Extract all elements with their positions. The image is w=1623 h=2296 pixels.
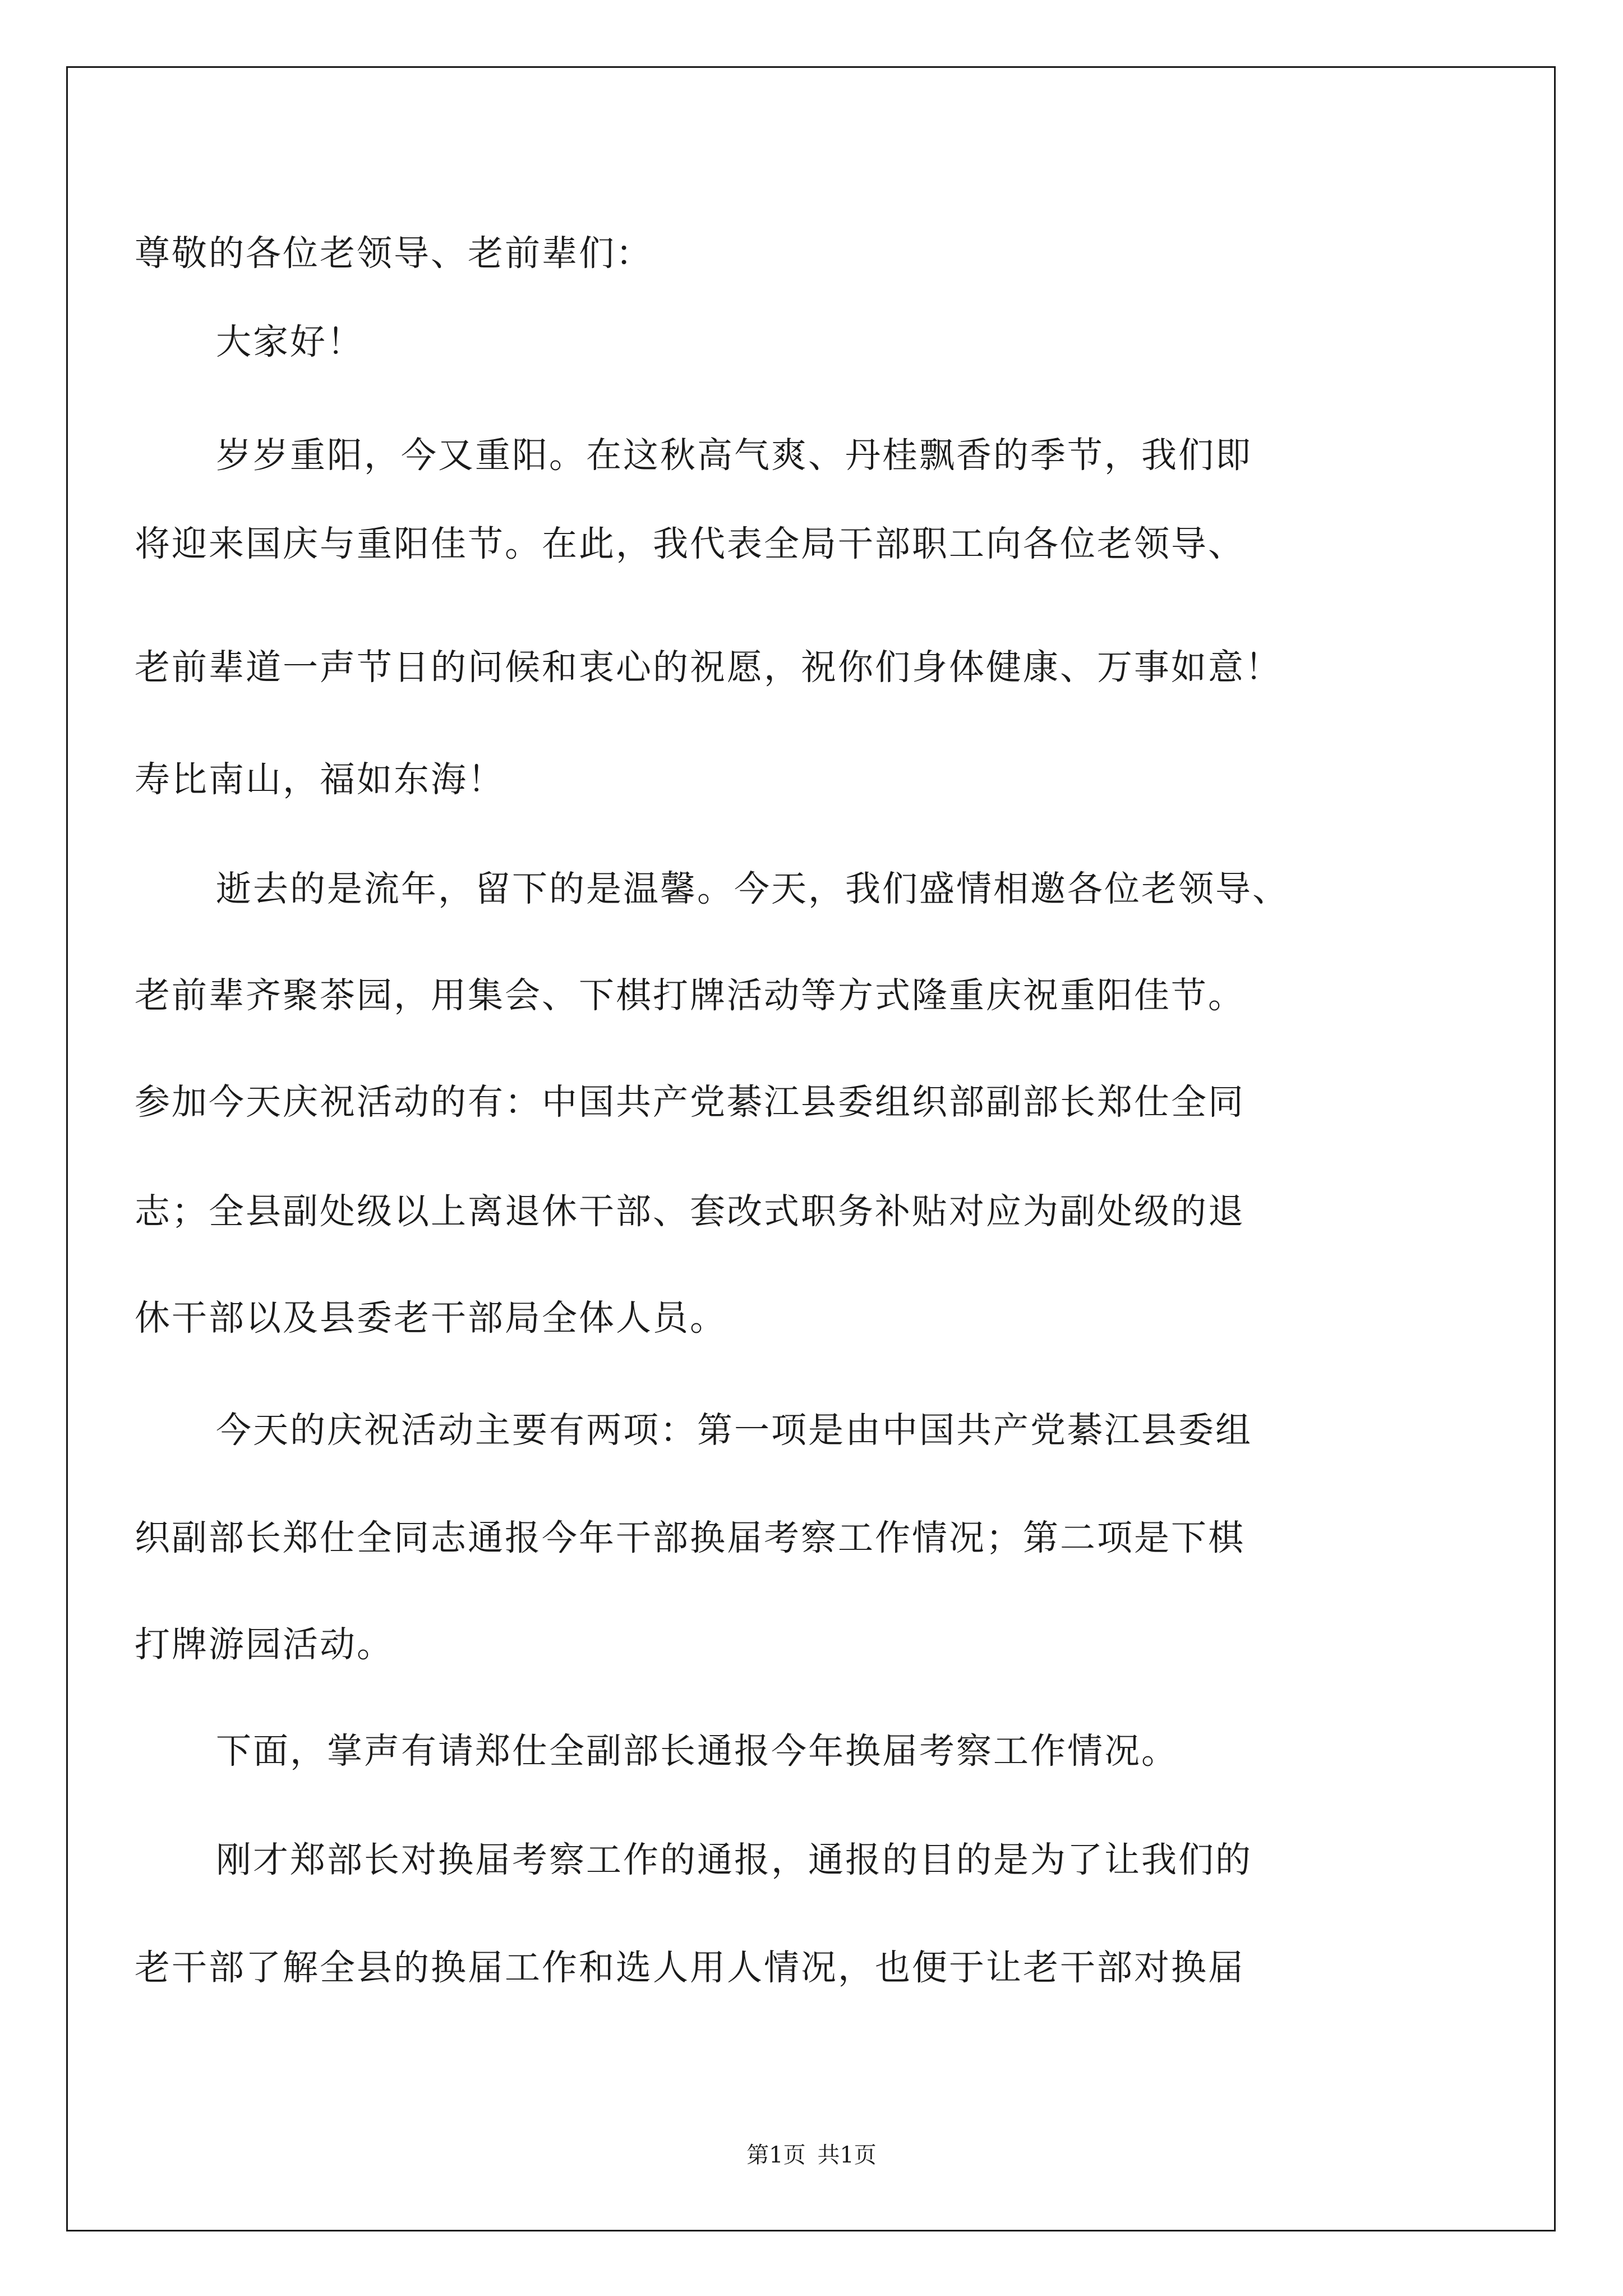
paragraph-line: 寿比南山，福如东海！ <box>135 759 505 800</box>
salutation: 尊敬的各位老领导、老前辈们： <box>135 233 653 274</box>
paragraph-line: 老前辈道一声节日的问候和衷心的祝愿，祝你们身体健康、万事如意！ <box>135 647 1282 688</box>
page-total: 共1页 <box>817 2142 877 2168</box>
page-number: 第1页 <box>746 2142 806 2168</box>
paragraph-line: 将迎来国庆与重阳佳节。在此，我代表全局干部职工向各位老领导、 <box>135 523 1245 564</box>
page-footer <box>0 2137 1623 2169</box>
paragraph-line: 逝去的是流年，留下的是温馨。今天，我们盛情相邀各位老领导、 <box>216 868 1289 909</box>
paragraph-line: 老前辈齐聚茶园，用集会、下棋打牌活动等方式隆重庆祝重阳佳节。 <box>135 975 1245 1016</box>
paragraph-line: 老干部了解全县的换届工作和选人用人情况，也便于让老干部对换届 <box>135 1947 1245 1988</box>
greeting: 大家好！ <box>216 321 364 362</box>
paragraph-line: 休干部以及县委老干部局全体人员。 <box>135 1297 727 1338</box>
paragraph-line: 刚才郑部长对换届考察工作的通报，通报的目的是为了让我们的 <box>216 1839 1252 1880</box>
paragraph-line: 参加今天庆祝活动的有：中国共产党綦江县委组织部副部长郑仕全同 <box>135 1082 1245 1122</box>
paragraph-line: 岁岁重阳，今又重阳。在这秋高气爽、丹桂飘香的季节，我们即 <box>216 435 1252 476</box>
paragraph-line: 打牌游园活动。 <box>135 1624 394 1665</box>
page-frame <box>66 66 1556 2231</box>
paragraph-line: 织副部长郑仕全同志通报今年干部换届考察工作情况；第二项是下棋 <box>135 1517 1245 1558</box>
paragraph-line: 志；全县副处级以上离退休干部、套改式职务补贴对应为副处级的退 <box>135 1191 1245 1232</box>
paragraph-line: 今天的庆祝活动主要有两项：第一项是由中国共产党綦江县委组 <box>216 1410 1252 1451</box>
paragraph-line: 下面，掌声有请郑仕全副部长通报今年换届考察工作情况。 <box>216 1731 1178 1772</box>
